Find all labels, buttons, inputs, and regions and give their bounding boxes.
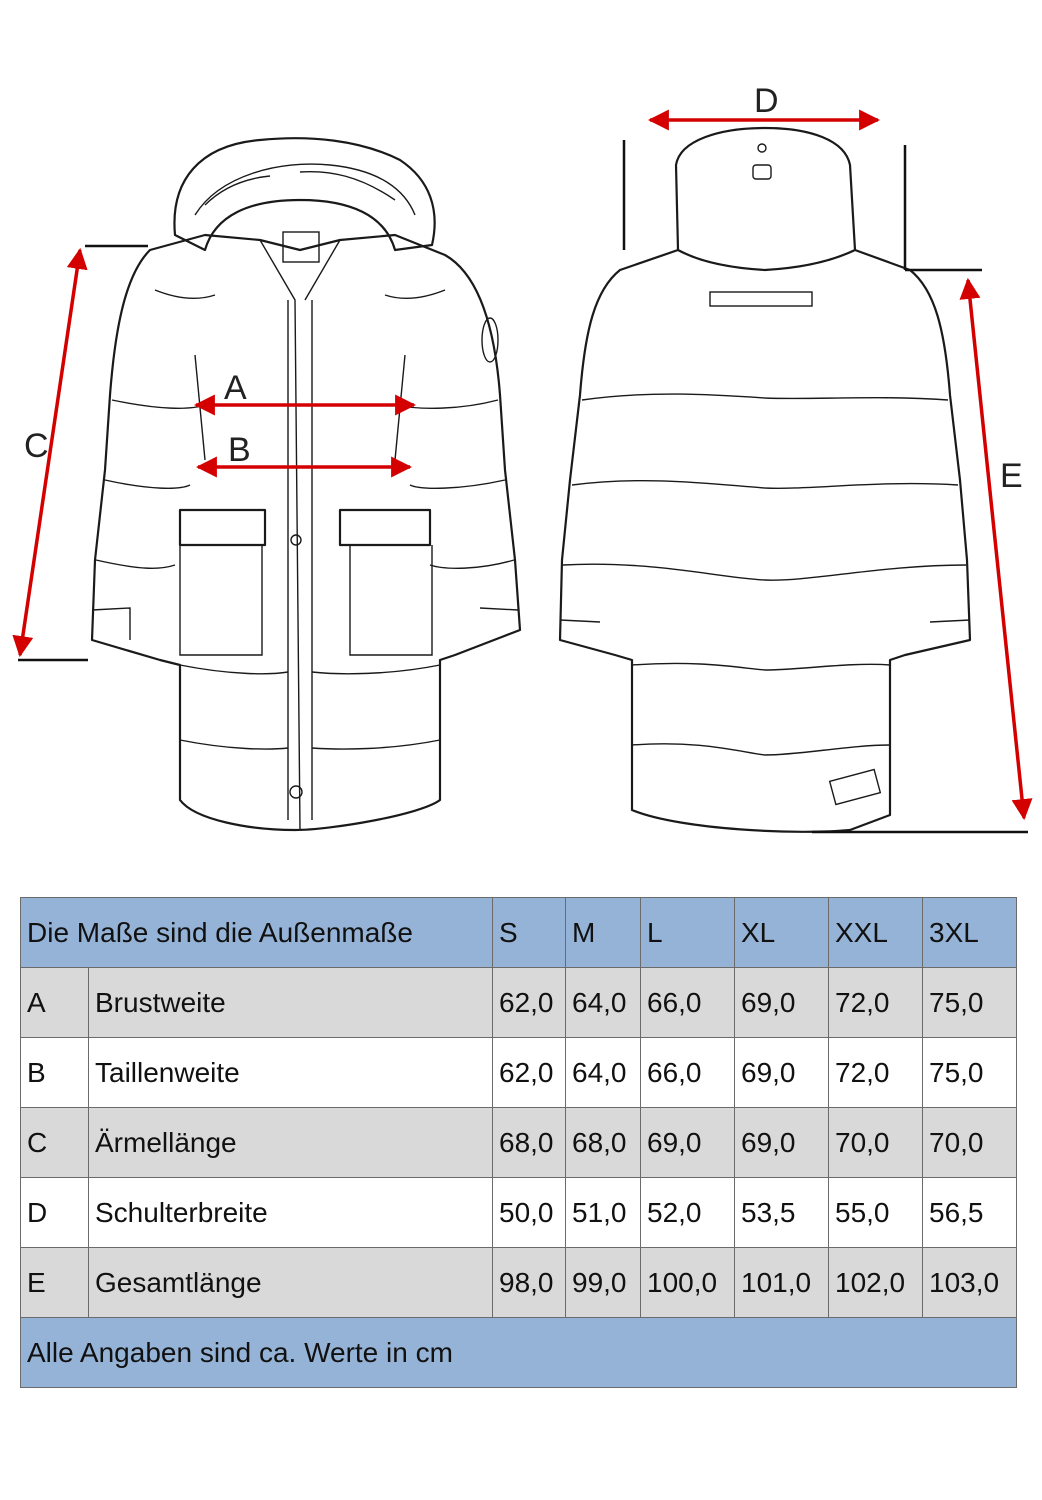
row-name: Brustweite — [89, 968, 493, 1038]
row-name: Ärmellänge — [89, 1108, 493, 1178]
row-value: 75,0 — [923, 1038, 1017, 1108]
table-header-row — [21, 898, 1017, 968]
row-value: 103,0 — [923, 1248, 1017, 1318]
dim-label-a: A — [224, 369, 247, 407]
row-value: 102,0 — [829, 1248, 923, 1318]
row-name: Gesamtlänge — [89, 1248, 493, 1318]
row-value: 66,0 — [641, 968, 735, 1038]
row-value: 75,0 — [923, 968, 1017, 1038]
dim-label-e: E — [1000, 457, 1023, 495]
size-header: L — [641, 898, 735, 968]
table-row — [21, 1038, 1017, 1108]
row-value: 72,0 — [829, 1038, 923, 1108]
row-value: 101,0 — [735, 1248, 829, 1318]
row-name: Schulterbreite — [89, 1178, 493, 1248]
row-value: 51,0 — [566, 1178, 641, 1248]
row-code: A — [21, 968, 89, 1038]
size-header: M — [566, 898, 641, 968]
row-value: 52,0 — [641, 1178, 735, 1248]
table-footer-row — [21, 1318, 1017, 1388]
size-header: XL — [735, 898, 829, 968]
row-code: B — [21, 1038, 89, 1108]
row-value: 98,0 — [493, 1248, 566, 1318]
dim-label-d: D — [754, 82, 779, 120]
row-value: 69,0 — [735, 1108, 829, 1178]
row-value: 56,5 — [923, 1178, 1017, 1248]
row-value: 62,0 — [493, 1038, 566, 1108]
row-value: 62,0 — [493, 968, 566, 1038]
row-value: 64,0 — [566, 1038, 641, 1108]
size-chart-table — [20, 897, 1017, 1388]
size-header: 3XL — [923, 898, 1017, 968]
row-value: 70,0 — [829, 1108, 923, 1178]
row-value: 70,0 — [923, 1108, 1017, 1178]
row-value: 64,0 — [566, 968, 641, 1038]
row-value: 68,0 — [566, 1108, 641, 1178]
dim-label-b: B — [228, 431, 251, 469]
table-header-title: Die Maße sind die Außenmaße — [21, 898, 493, 968]
size-header: S — [493, 898, 566, 968]
row-value: 99,0 — [566, 1248, 641, 1318]
table-row — [21, 968, 1017, 1038]
table-row — [21, 1248, 1017, 1318]
row-value: 69,0 — [735, 968, 829, 1038]
arrow-e — [968, 280, 1024, 818]
row-value: 69,0 — [641, 1108, 735, 1178]
table-row — [21, 1178, 1017, 1248]
row-value: 69,0 — [735, 1038, 829, 1108]
dim-label-c: C — [24, 427, 49, 465]
table-row — [21, 1108, 1017, 1178]
row-code: E — [21, 1248, 89, 1318]
row-value: 50,0 — [493, 1178, 566, 1248]
row-value: 68,0 — [493, 1108, 566, 1178]
row-value: 55,0 — [829, 1178, 923, 1248]
row-code: C — [21, 1108, 89, 1178]
jacket-front-view — [92, 138, 520, 830]
row-name: Taillenweite — [89, 1038, 493, 1108]
size-header: XXL — [829, 898, 923, 968]
row-value: 100,0 — [641, 1248, 735, 1318]
jacket-back-view — [560, 128, 970, 832]
row-value: 66,0 — [641, 1038, 735, 1108]
dimension-arrows — [20, 120, 1024, 818]
row-value: 72,0 — [829, 968, 923, 1038]
row-code: D — [21, 1178, 89, 1248]
table-footer-note: Alle Angaben sind ca. Werte in cm — [21, 1318, 1017, 1388]
row-value: 53,5 — [735, 1178, 829, 1248]
